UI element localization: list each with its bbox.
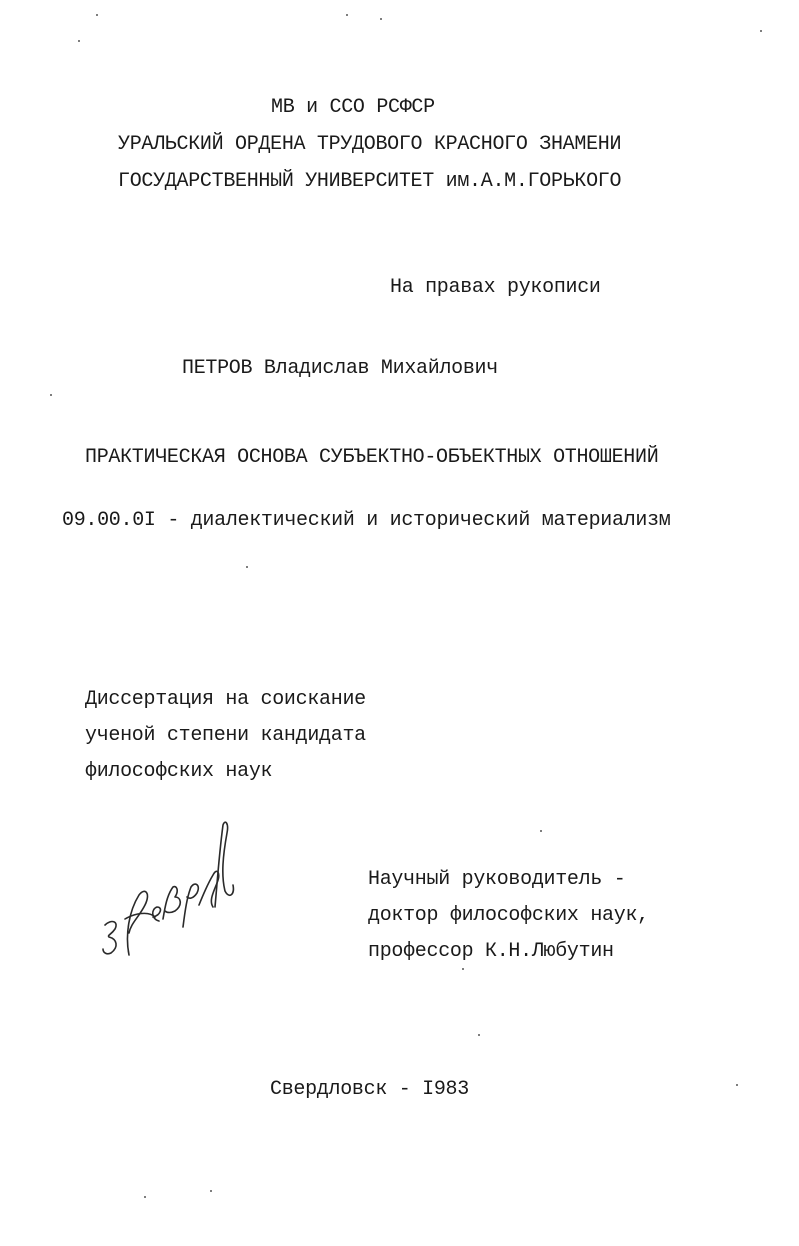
supervisor-line-2: доктор философских наук, <box>368 904 649 927</box>
specialty-code: 09.00.0I - диалектический и исторический материализм <box>62 509 671 532</box>
handwritten-signature <box>95 815 235 965</box>
supervisor-line-3: профессор К.Н.Любутин <box>368 940 614 963</box>
author-name: ПЕТРОВ Владислав Михайлович <box>182 357 498 380</box>
scan-speck <box>96 14 98 16</box>
scan-speck <box>144 1196 146 1198</box>
university-line-2: ГОСУДАРСТВЕННЫЙ УНИВЕРСИТЕТ им.А.М.ГОРЬКОГО <box>118 170 622 193</box>
scan-speck <box>760 30 762 32</box>
dissertation-line-3: философских наук <box>85 760 273 783</box>
scan-speck <box>210 1190 212 1192</box>
scan-speck <box>478 1034 480 1036</box>
university-line-1: УРАЛЬСКИЙ ОРДЕНА ТРУДОВОГО КРАСНОГО ЗНАМЕНИ <box>118 133 622 156</box>
scan-speck <box>380 18 382 20</box>
scan-speck <box>246 566 248 568</box>
scan-speck <box>462 968 464 970</box>
scan-speck <box>540 830 542 832</box>
scan-speck <box>736 1084 738 1086</box>
ministry-line: МВ и ССО РСФСР <box>271 96 435 119</box>
supervisor-line-1: Научный руководитель - <box>368 868 626 891</box>
dissertation-title: ПРАКТИЧЕСКАЯ ОСНОВА СУБЪЕКТНО-ОБЪЕКТНЫХ ОТНОШЕНИЙ <box>85 446 659 469</box>
dissertation-line-2: ученой степени кандидата <box>85 724 366 747</box>
scan-speck <box>50 394 52 396</box>
scan-speck <box>346 14 348 16</box>
city-year: Свердловск - I983 <box>270 1078 469 1101</box>
dissertation-line-1: Диссертация на соискание <box>85 688 366 711</box>
scan-speck <box>78 40 80 42</box>
rights-note: На правах рукописи <box>390 276 601 299</box>
